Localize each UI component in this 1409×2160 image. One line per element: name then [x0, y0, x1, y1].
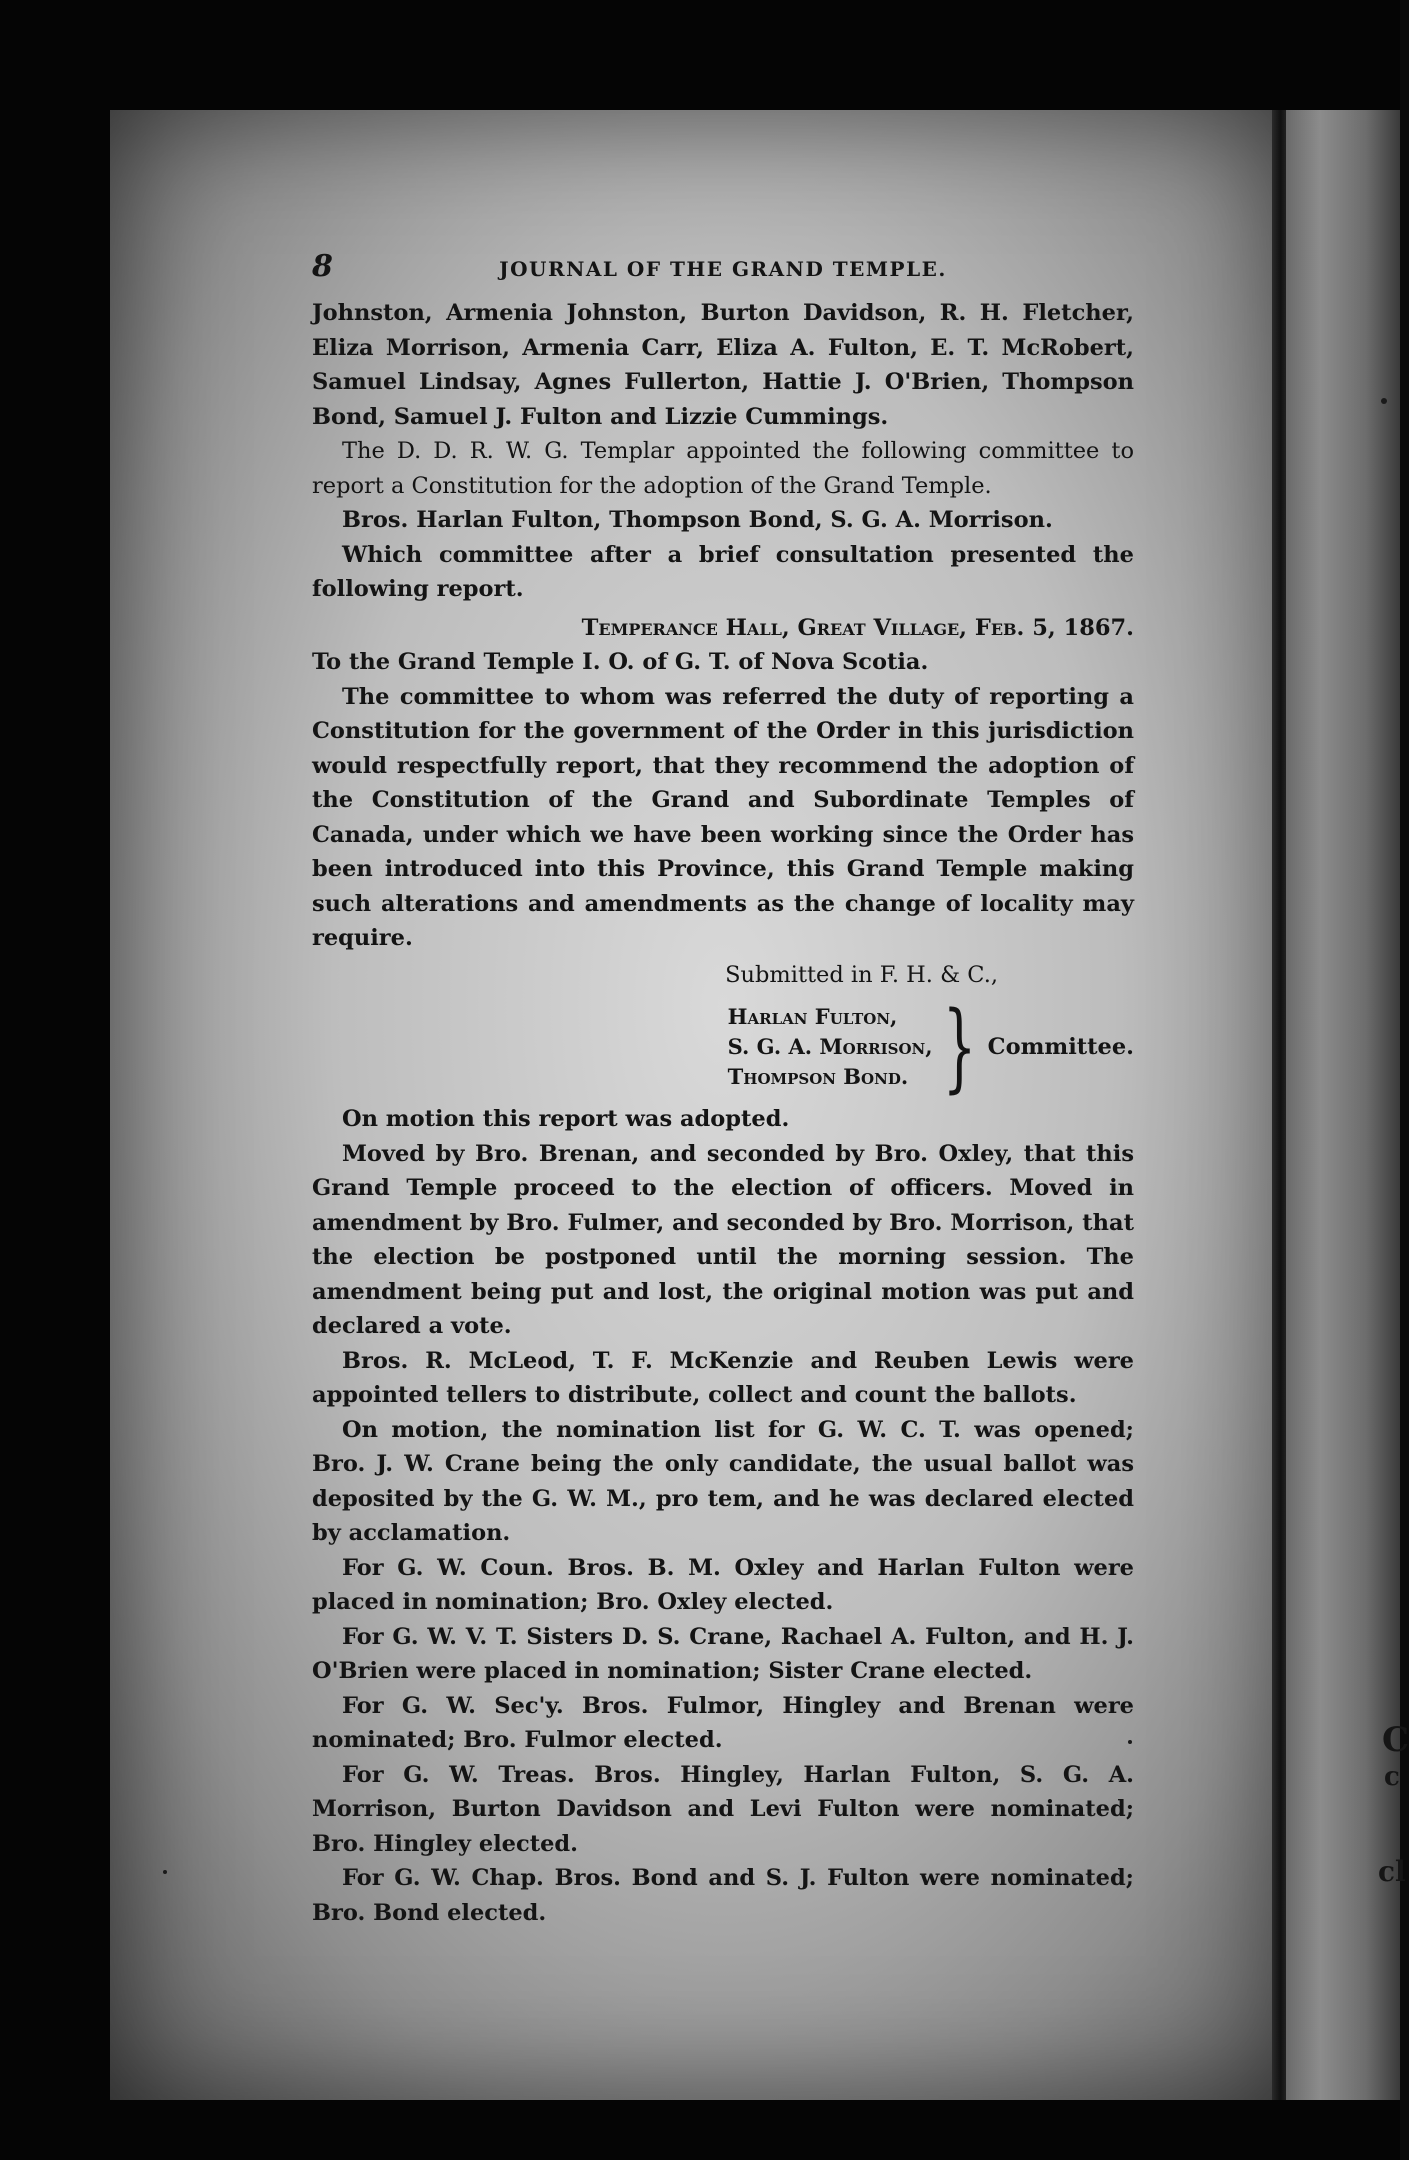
paragraph: For G. W. Sec'y. Bros. Fulmor, Hingley and Brenan were nominated; Bro. Fulmor elected. [312, 1692, 1134, 1753]
adjacent-page-fragment: c [1384, 1762, 1400, 1792]
paragraph: The D. D. R. W. G. Templar appointed the following committee to report a Constitution for the adoption of the Grand Temple. [312, 438, 1134, 499]
signer-names [728, 1002, 933, 1092]
page-number: 8 [312, 249, 333, 284]
signer-name: Thompson Bond. [727, 1064, 909, 1089]
report-addressee: To the Grand Temple I. O. of G. T. of Nova Scotia. [312, 649, 929, 675]
report-place-date: Temperance Hall, Great Village, Feb. 5, 1867. [581, 614, 1134, 641]
adjacent-page-fragment: C [1382, 1720, 1409, 1760]
page-text [312, 250, 1134, 1930]
adjacent-page-fragment: cl [1378, 1855, 1406, 1888]
paragraph: On motion, the nomination list for G. W. C. T. was opened; Bro. J. W. Crane being the only candidate, the usual ballot was deposited by the G. W. M., pro tem, and he was declared elected by acclamation. [312, 1416, 1134, 1546]
adjacent-page-edge [1286, 110, 1409, 2100]
report-submitted: Submitted in F. H. & C., [725, 961, 998, 988]
paragraph: Moved by Bro. Brenan, and seconded by Bro. Oxley, that this Grand Temple proceed to the election of officers. Moved in amendment by Bro. Fulmer, and seconded by Bro. Morrison, that the election be postponed until the morning session. The amendment being put and lost, the original motion was put and declared a vote. [312, 1140, 1134, 1339]
committee-label: Committee. [987, 1033, 1134, 1060]
brace-glyph: } [942, 991, 976, 1103]
paragraph: Bros. R. McLeod, T. F. McKenzie and Reuben Lewis were appointed tellers to distribute, collect and count the ballots. [312, 1347, 1134, 1408]
paragraph: For G. W. V. T. Sisters D. S. Crane, Rachael A. Fulton, and H. J. O'Brien were placed in nomination; Sister Crane elected. [312, 1623, 1134, 1684]
report-body: The committee to whom was referred the duty of reporting a Constitution for the government of the Order in this jurisdiction would respectfully report, that they recommend the adoption of the Constitution of the Grand and Subordinate Temples of Canada, under which we have been working since the Order has been introduced into this Province, this Grand Temple making such alterations and amendments as the change of locality may require. [312, 683, 1134, 951]
paragraph: On motion this report was adopted. [342, 1106, 790, 1132]
paragraph: Which committee after a brief consultation presented the following report. [312, 541, 1134, 602]
book-gutter [1272, 110, 1286, 2100]
paragraph: For G. W. Chap. Bros. Bond and S. J. Fulton were nominated; Bro. Bond elected. [312, 1865, 1134, 1926]
paragraph: Bros. Harlan Fulton, Thompson Bond, S. G. A. Morrison. [342, 507, 1053, 533]
paragraph: For G. W. Treas. Bros. Hingley, Harlan Fulton, S. G. A. Morrison, Burton Davidson and Levi Fulton were nominated; Bro. Hingley elected. [312, 1761, 1134, 1857]
paragraph: For G. W. Coun. Bros. B. M. Oxley and Harlan Fulton were placed in nomination; Bro. Oxley elected. [312, 1554, 1134, 1615]
specks [163, 1870, 167, 1874]
specks [1381, 398, 1387, 404]
committee-signatures [312, 991, 1134, 1103]
running-head: JOURNAL OF THE GRAND TEMPLE. [499, 257, 947, 281]
page-header [312, 250, 1134, 296]
signer-name: Harlan Fulton, [727, 1004, 898, 1029]
paragraph: Johnston, Armenia Johnston, Burton Davidson, R. H. Fletcher, Eliza Morrison, Armenia Carr, Eliza A. Fulton, E. T. McRobert, Samuel Lindsay, Agnes Fullerton, Hattie J. O'Brien, Thompson Bond, Samuel J. Fulton and Lizzie Cummings. [312, 300, 1134, 430]
signer-name: S. G. A. Morrison, [727, 1034, 933, 1059]
